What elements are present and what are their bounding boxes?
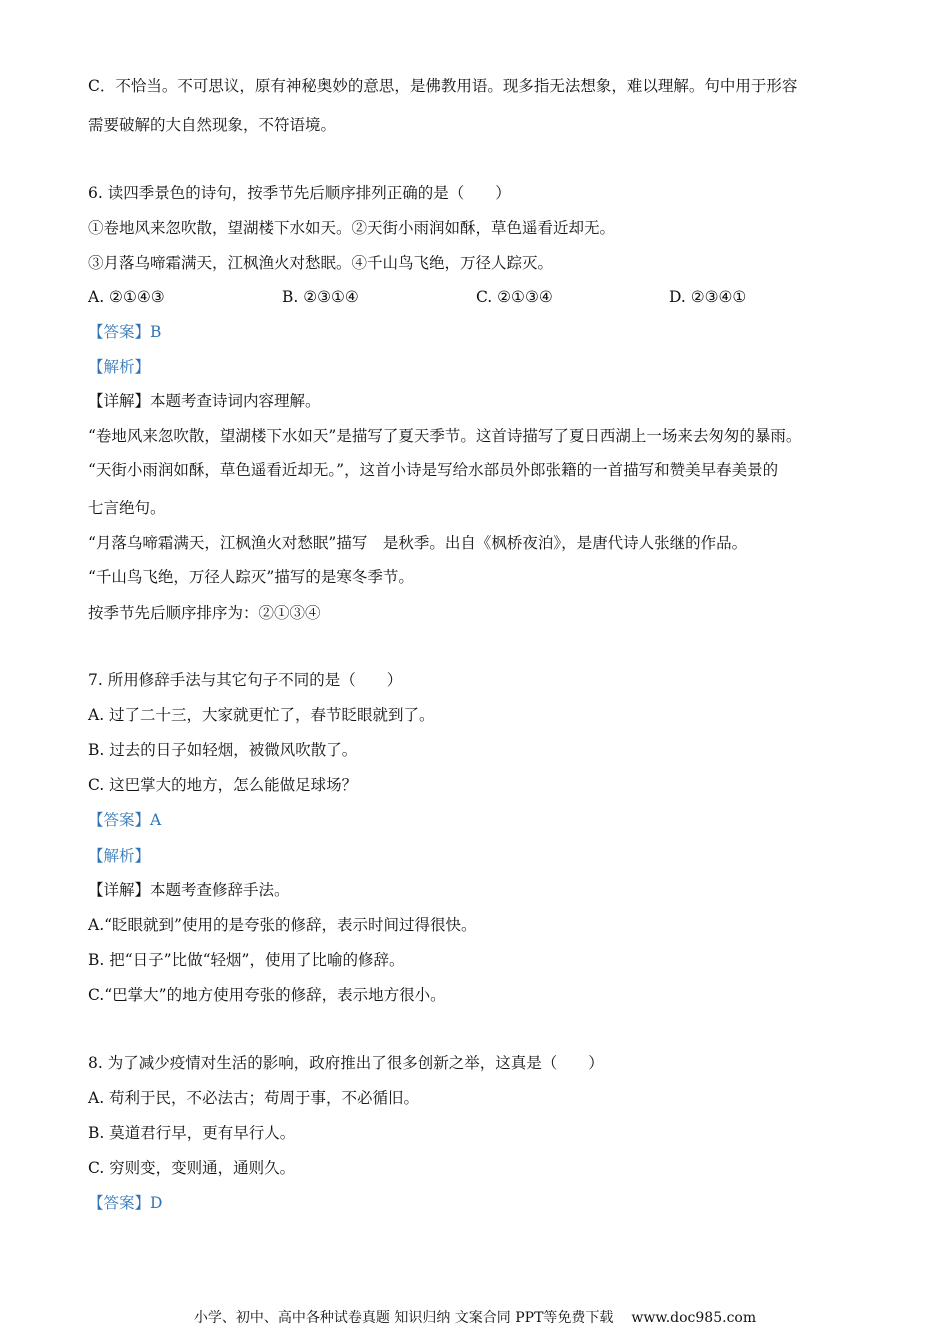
q6-option-c: C. ②①③④ <box>476 288 553 306</box>
q5-option-c-line1: C．不恰当。不可思议，原有神秘奥妙的意思，是佛教用语。现多指无法想象，难以理解。句中用于形容 <box>88 77 798 95</box>
q6-poems-line2: ③月落乌啼霜满天，江枫渔火对愁眠。④千山鸟飞绝，万径人踪灭。 <box>88 254 554 272</box>
q5-option-c-line2: 需要破解的大自然现象，不符语境。 <box>88 116 337 134</box>
q7-stem: 7. 所用修辞手法与其它句子不同的是（ ） <box>88 671 403 689</box>
q6-option-a: A. ②①④③ <box>88 288 165 306</box>
q7-option-b: B. 过去的日子如轻烟，被微风吹散了。 <box>88 741 358 759</box>
q7-explanation-line: B. 把“日子”比做“轻烟”，使用了比喻的修辞。 <box>88 951 405 969</box>
q6-explanation-line: 七言绝句。 <box>88 499 166 517</box>
q7-explanation-line: A.“眨眼就到”使用的是夸张的修辞，表示时间过得很快。 <box>88 916 477 934</box>
q6-poems-line1: ①卷地风来忽吹散，望湖楼下水如天。②天街小雨润如酥，草色遥看近却无。 <box>88 219 616 237</box>
q8-option-c: C. 穷则变，变则通，通则久。 <box>88 1159 296 1177</box>
q6-explanation-line: “千山鸟飞绝，万径人踪灭”描写的是寒冬季节。 <box>88 568 414 586</box>
q6-explanation-line: 按季节先后顺序排序为：②①③④ <box>88 604 321 622</box>
footer-text: 小学、初中、高中各种试卷真题 知识归纳 文案合同 PPT等免费下载 <box>193 1310 614 1326</box>
q6-explanation-line: “卷地风来忽吹散，望湖楼下水如天”是描写了夏天季节。这首诗描写了夏日西湖上一场来去匆匆的暴雨。 <box>88 427 802 445</box>
q6-option-d: D. ②③④① <box>669 288 747 306</box>
q8-stem: 8. 为了减少疫情对生活的影响，政府推出了很多创新之举，这真是（ ） <box>88 1054 604 1072</box>
footer-site-link[interactable]: www.doc985.com <box>631 1310 757 1326</box>
page-footer <box>0 1308 950 1328</box>
q8-option-b: B. 莫道君行早，更有早行人。 <box>88 1124 296 1142</box>
q8-answer: 【答案】D <box>88 1194 163 1212</box>
q8-option-a: A. 苟利于民，不必法古；苟周于事，不必循旧。 <box>88 1089 420 1107</box>
q6-option-b: B. ②③①④ <box>282 288 359 306</box>
q7-analysis-label: 【解析】 <box>88 847 151 865</box>
q6-stem: 6. 读四季景色的诗句，按季节先后顺序排列正确的是（ ） <box>88 184 511 202</box>
q7-explanation-line: C.“巴掌大”的地方使用夸张的修辞，表示地方很小。 <box>88 986 446 1004</box>
q6-answer: 【答案】B <box>88 323 162 341</box>
q6-detail: 【详解】本题考查诗词内容理解。 <box>88 392 321 410</box>
q7-detail: 【详解】本题考查修辞手法。 <box>88 881 290 899</box>
q7-answer: 【答案】A <box>88 811 162 829</box>
q6-explanation-line: “天街小雨润如酥，草色遥看近却无。”，这首小诗是写给水部员外郎张籍的一首描写和赞美早春美景的 <box>88 461 779 479</box>
q6-explanation-line: “月落乌啼霜满天，江枫渔火对愁眠”描写 是秋季。出自《枫桥夜泊》，是唐代诗人张继的作品。 <box>88 534 748 552</box>
q6-analysis-label: 【解析】 <box>88 358 151 376</box>
q7-option-a: A. 过了二十三，大家就更忙了，春节眨眼就到了。 <box>88 706 435 724</box>
q7-option-c: C. 这巴掌大的地方，怎么能做足球场？ <box>88 776 358 794</box>
